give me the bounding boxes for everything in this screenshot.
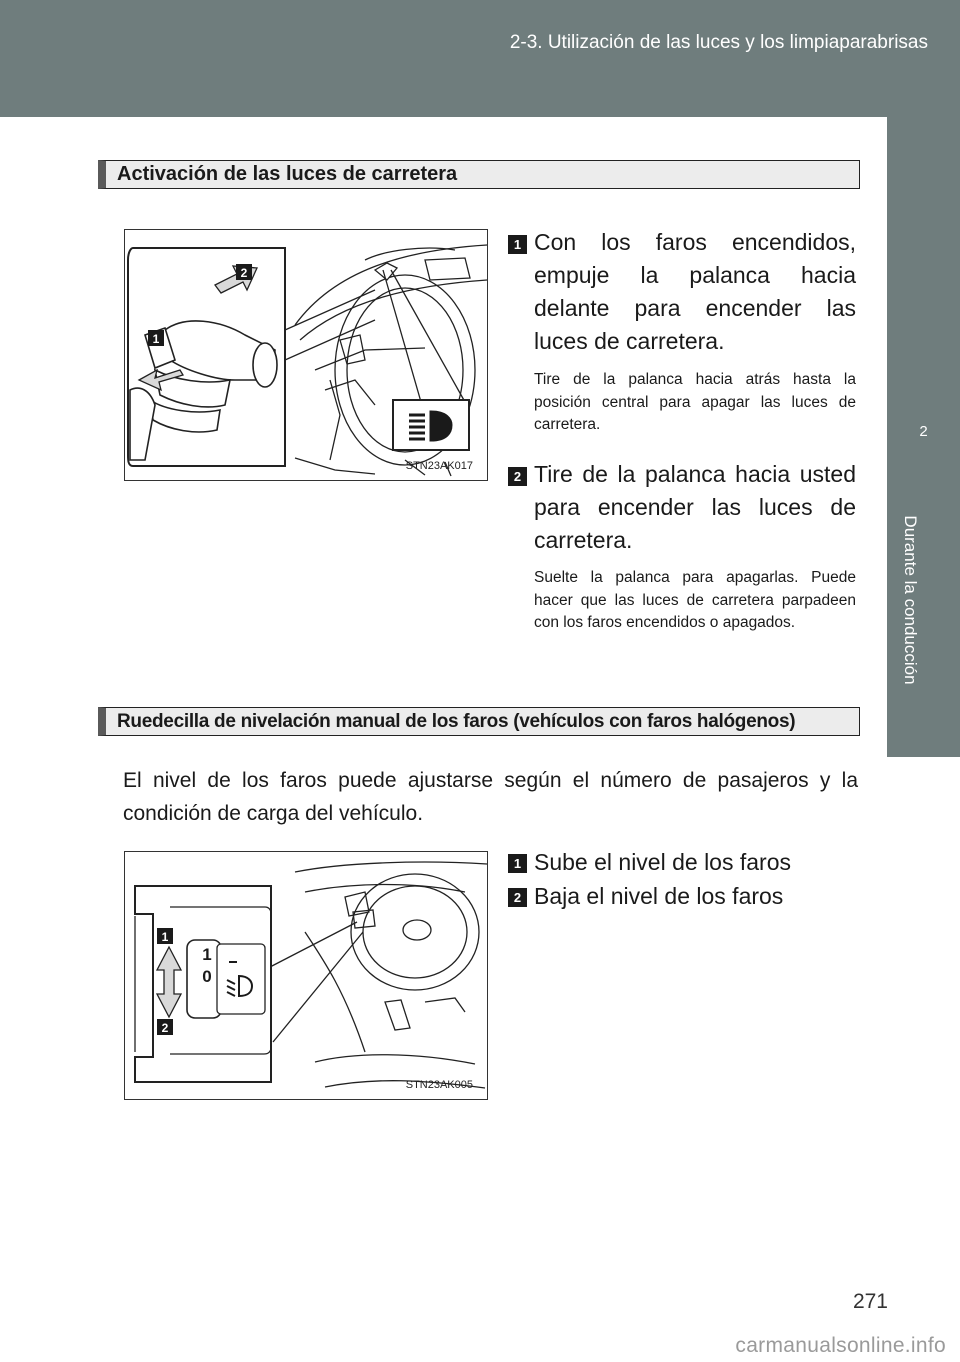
step-1-leveling (508, 846, 856, 879)
step-text: Sube el nivel de los faros (534, 849, 791, 875)
step-text: Con los faros encendidos, empuje la palanca hacia delante para encender las luces de carretera. (534, 229, 856, 354)
svg-text:2: 2 (161, 1021, 169, 1035)
step-2-leveling (508, 880, 856, 913)
lever-illustration (125, 230, 487, 480)
dial-label-1: 1 (202, 945, 212, 964)
svg-text:1: 1 (161, 930, 169, 944)
watermark: carmanualsonline.info (735, 1334, 946, 1357)
svg-text:2: 2 (240, 266, 248, 280)
step-note: Tire de la palanca hacia atrás hasta la posición central para apagar las luces de carretera. (534, 371, 856, 433)
step-1-high-beam (508, 226, 856, 358)
step-badge-1: 1 (508, 235, 527, 254)
svg-text:1: 1 (152, 332, 160, 346)
side-tab-label: Durante la conducción (901, 515, 920, 685)
figure-code: STN23AK005 (405, 1079, 473, 1091)
step-badge-2: 2 (508, 888, 527, 907)
step-text: Baja el nivel de los faros (534, 883, 784, 909)
section-heading-high-beams: Activación de las luces de carretera (98, 160, 860, 189)
leveling-dial-figure (124, 851, 488, 1100)
figure-code: STN23AK017 (405, 460, 473, 472)
header-band (0, 0, 960, 117)
step-text: Tire de la palanca hacia usted para encender las luces de carretera. (534, 461, 856, 553)
intro-paragraph: El nivel de los faros puede ajustarse según el número de pasajeros y la condición de carga del vehículo. (123, 769, 858, 825)
step-2-high-beam (508, 458, 856, 557)
step-note: Suelte la palanca para apagarlas. Puede hacer que las luces de carretera parpadeen con los faros encendidos o apagados. (534, 569, 856, 631)
step-badge-2: 2 (508, 467, 527, 486)
page-number: 271 (852, 1290, 888, 1313)
chapter-title: 2-3. Utilización de las luces y los limpiaparabrisas (509, 32, 928, 53)
section-heading-headlight-leveling: Ruedecilla de nivelación manual de los faros (vehículos con faros halógenos) (98, 707, 860, 736)
high-beam-lever-figure (124, 229, 488, 481)
leveling-illustration (125, 852, 487, 1099)
side-tab-number: 2 (919, 423, 928, 440)
step-badge-1: 1 (508, 854, 527, 873)
dial-label-0: 0 (202, 967, 212, 986)
